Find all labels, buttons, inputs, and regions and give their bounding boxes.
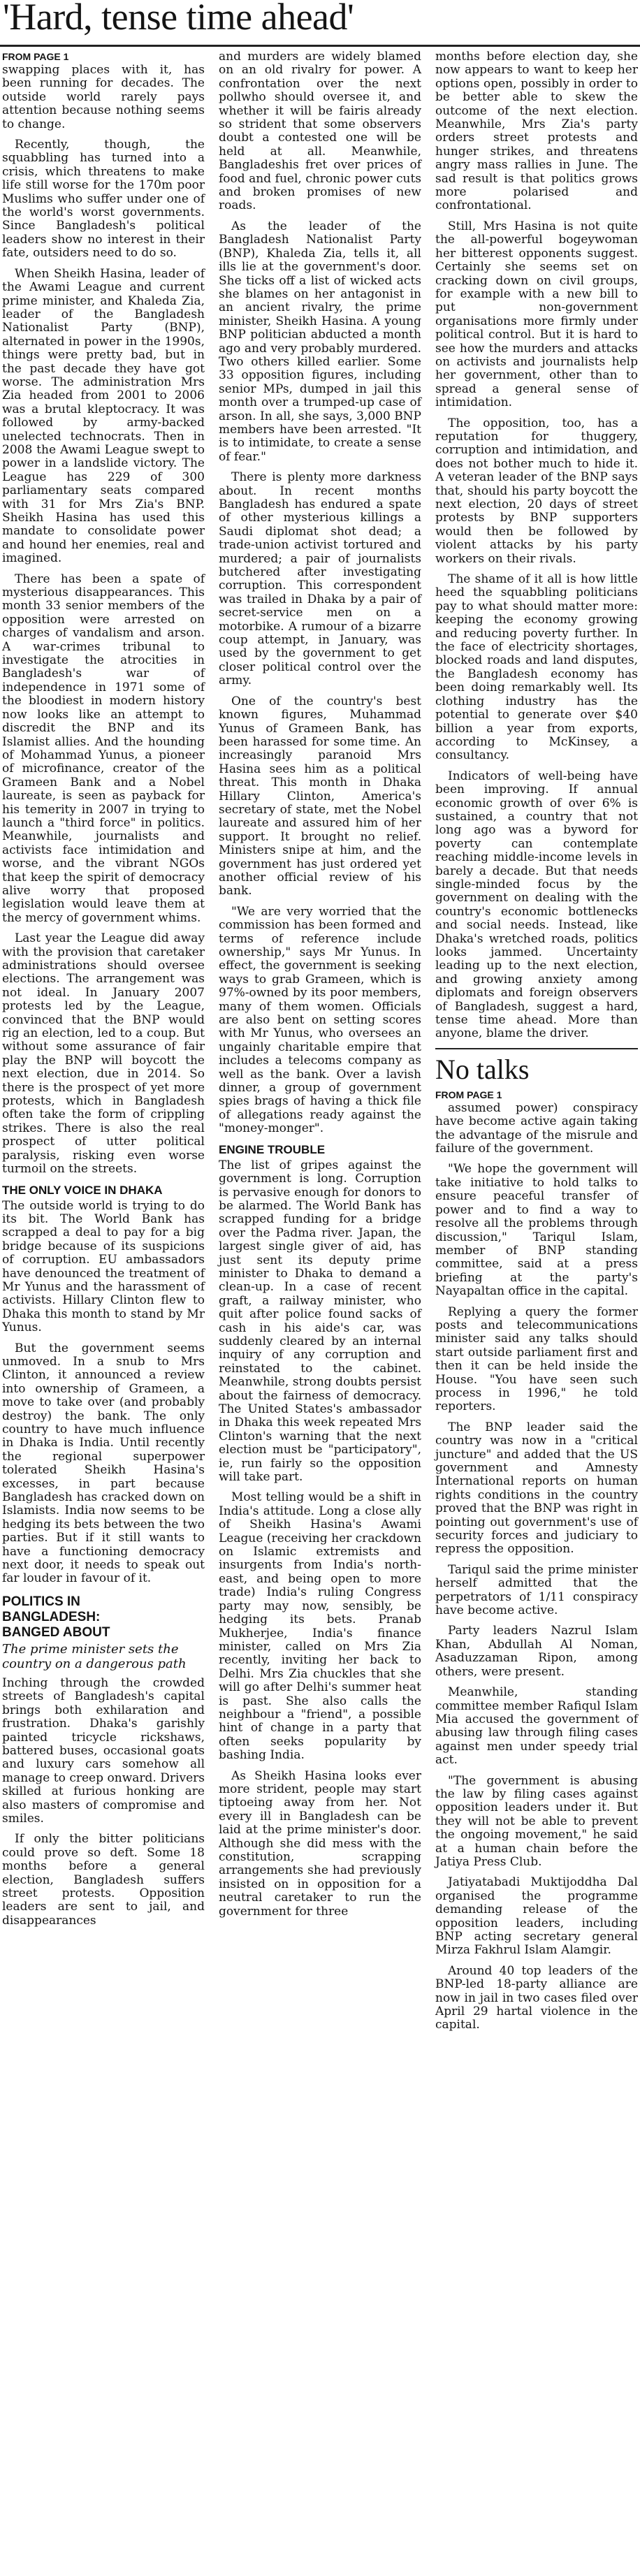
paragraph: There has been a spate of mysterious disappearances. This month 33 senior members of the opposition were arrested on charges of vandalism and arson. A war-crimes tribunal to investigate the atrocities in Bangladesh's war of independence in 1971 some of the bloodiest in modern history now looks like an attempt to discredit the BNP and its Islamist allies. And the hounding of Mohammad Yunus, a pioneer of microfinance, creator of the Grameen Bank and a Nobel laureate, is seen as payback for his temerity in 2007 in trying to launch a "third force" in politics. Meanwhile, journalists and activists face intimidation and worse, and the vibrant NGOs that keep the spirit of democracy alive worry that proposed legislation would leave them at the mercy of government whims. [2, 572, 205, 925]
paragraph: But the government seems unmoved. In a snub to Mrs Clinton, it announced a review into ownership of Grameen, a move to take over (and probably destroy) the bank. The only country to have much influence in Dhaka is India. Until recently the regional superpower tolerated Sheikh Hasina's excesses, in part because Bangladesh has cracked down on Islamists. India now seems to be hedging its bets between the two parties. But if it still wants to have a functioning democracy next door, it needs to speak out far louder in favour of it. [2, 1341, 205, 1586]
paragraph: The BNP leader said the country was now in a "critical juncture" and added that the US government and Amnesty International reports on human rights conditions in the country proved that the BNP was right in pointing out government's use of security forces and judiciary to repress the opposition. [435, 1420, 638, 1557]
paragraph: If only the bitter politicians could prove so deft. Some 18 months before a general election, Bangladesh suffers street protests. Opposition leaders are sent to jail, and disappearances [2, 1832, 205, 1928]
paragraph: Last year the League did away with the provision that caretaker administrations should oversee elections. The arrangement was not ideal. In January 2007 protests led by the League, convinced that the BNP would rig an election, led to a coup. But without some assurance of fair play the BNP will boycott the next election, due in 2014. So there is the prospect of yet more protests, which in Bangladesh often take the form of crippling strikes. There is also the real prospect of utter political paralysis, risking even worse turmoil on the streets. [2, 931, 205, 1177]
column-1 [2, 50, 205, 1935]
paragraph: and murders are widely blamed on an old rivalry for power. A confrontation over the next pollwho should oversee it, and whether it will be fairis already so strident that some observers doubt a contested one will be held at all. Meanwhile, Bangladeshis fret over prices of food and fuel, chronic power cuts and broken promises of new roads. [219, 50, 421, 213]
paragraph: Indicators of well-being have been improving. If annual economic growth of over 6% is sustained, a country that not long ago was a byword for poverty can contemplate reaching middle-income levels in barely a decade. But that needs single-minded focus by the government on dealing with the country's economic bottlenecks and social needs. Instead, like Dhaka's wretched roads, politics looks jammed. Uncertainty leading up to the next election, and growing anxiety among diplomats and foreign observers of Bangladesh, suggest a hard, tense time ahead. More than anyone, blame the driver. [435, 769, 638, 1041]
paragraph: assumed power) conspiracy have become active again taking the advantage of the misrule and failure of the government. [435, 1100, 638, 1156]
paragraph: Jatiyatabadi Muktijoddha Dal organised the programme demanding release of the opposition leaders, including BNP acting secretary general Mirza Fakhrul Islam Alamgir. [435, 1875, 638, 1958]
paragraph: Meanwhile, standing committee member Rafiqul Islam Mia accused the government of abusing law through filing cases against men under speedy trial act. [435, 1685, 638, 1768]
subhead-engine-trouble: ENGINE TROUBLE [219, 1142, 326, 1156]
paragraph: Still, Mrs Hasina is not quite the all-powerful bogeywoman her bitterest opponents suggest. Certainly she seems set on cracking down on civil groups, for example with a new bill to put non-government organisations more firmly under political control. But it is hard to see how the murders and attacks on activists and journalists help her government, other than to spread a general sense of intimidation. [435, 219, 638, 410]
paragraph: Party leaders Nazrul Islam Khan, Abdullah Al Noman, Asaduzzaman Ripon, among others, were present. [435, 1624, 638, 1679]
kicker-from-page-1: FROM PAGE 1 [435, 1089, 502, 1100]
politics-box-title-line: BANGLADESH: [2, 1609, 101, 1624]
paragraph: Recently, though, the squabbling has turned into a crisis, which threatens to make life still worse for the 170m poor Muslims who suffer under one of the world's worst governments. Since Bangladesh's political leaders show no interest in their fate, outsiders need to do so. [2, 138, 205, 261]
paragraph: "The government is abusing the law by filing cases against opposition leaders under it. But they will not be able to prevent the ongoing movement," he said at a human chain before the Jatiya Press Club. [435, 1773, 638, 1869]
paragraph: swapping places with it, has been running for decades. The outside world rarely pays attention because nothing seems to change. [2, 63, 205, 131]
politics-box-title [2, 1594, 205, 1640]
column-3 [435, 50, 638, 2039]
paragraph: Around 40 top leaders of the BNP-led 18-party alliance are now in jail in two cases filed over April 29 hartal violence in the capital. [435, 1963, 638, 2032]
no-talks-rule [435, 1048, 638, 1049]
paragraph: One of the country's best known figures, Muhammad Yunus of Grameen Bank, has been harassed for some time. An increasingly paranoid Mrs Hasina sees him as a political threat. This month in Dhaka Hillary Clinton, America's secretary of state, met the Nobel laureate and assured him of her support. It brought no relief. Ministers snipe at him, and the government has just ordered yet another official review of his bank. [219, 694, 421, 898]
paragraph: "We are very worried that the commission has been formed and terms of reference include ownership," says Mr Yunus. In effect, the government is seeking ways to grab Grameen, which is 97%-owned by its poor members, many of them women. Officials are also bent on setting scores with Mr Yunus, who oversees an ungainly charitable empire that includes a telecoms company as well as the bank. Over a lavish dinner, a group of government spies brags of having a thick file of allegations ready against the "money-monger". [219, 904, 421, 1136]
paragraph: months before election day, she now appears to want to keep her options open, possibly in order to be better able to skew the outcome of the next election. Meanwhile, Mrs Zia's party orders street protests and hunger strikes, and threatens angry mass rallies in June. The sad result is that politics grows more polarised and confrontational. [435, 50, 638, 213]
paragraph: The opposition, too, has a reputation for thuggery, corruption and intimidation, and does not bother much to hide it. A veteran leader of the BNP says that, should his party boycott the next election, 20 days of street protests by BNP supporters would then be followed by violent attacks by his party workers on their rivals. [435, 416, 638, 566]
paragraph: Inching through the crowded streets of Bangladesh's capital brings both exhilaration and frustration. Dhaka's garishly painted tricycle rickshaws, battered buses, occasional goats and luxury cars somehow all manage to creep onward. Drivers skilled at furious honking are also masters of compromise and smiles. [2, 1675, 205, 1826]
paragraph: The outside world is trying to do its bit. The World Bank has scrapped a deal to pay for a big bridge because of its suspicions of corruption. EU ambassadors have denounced the treatment of Mr Yunus and the harassment of activists. Hillary Clinton flew to Dhaka this month to stand by Mr Yunus. [2, 1198, 205, 1335]
paragraph: Most telling would be a shift in India's attitude. Long a close ally of Sheikh Hasina's Awami League (receiving her crackdown on Islamic extremists and insurgents from India's north-east, and being open to more trade) India's ruling Congress party may now, sensibly, be hedging its bets. Pranab Mukherjee, India's finance minister, called on Mrs Zia recently, inviting her back to Delhi. Mrs Zia chuckles that she will go after Delhi's summer heat is past. She also calls the neighbour a "friend", a possible hint of change in a party that often seeks popularity by bashing India. [219, 1490, 421, 1763]
paragraph: There is plenty more darkness about. In recent months Bangladesh has endured a spate of other mysterious killings a Saudi diplomat shot dead; a trade-union activist tortured and murdered; a pair of journalists butchered after investigating corruption. This correspondent was trailed in Dhaka by a pair of secret-service men on a motorbike. A rumour of a bizarre coup attempt, in January, was used by the government to get closer political control over the army. [219, 470, 421, 688]
paragraph: The list of gripes against the government is long. Corruption is pervasive enough for donors to be alarmed. The World Bank has scrapped funding for a bridge over the Padma river. Japan, the largest single giver of aid, has just sent its deputy prime minister to Dhaka to demand a clean-up. In a case of recent graft, a railway minister, who quit after police found sacks of cash in his aide's car, was suddenly cleared by an internal inquiry of any corruption and reinstated to the cabinet. Meanwhile, strong doubts persist about the fairness of democracy. The United States's ambassador in Dhaka this week repeated Mrs Clinton's warning that the next election must be "participatory", ie, run fairly so the opposition will take part. [219, 1158, 421, 1485]
paragraph: As Sheikh Hasina looks ever more strident, people may start tiptoeing away from her. Not every ill in Bangladesh can be laid at the prime minister's door. Although she did mess with the constitution, scrapping arrangements she had previously insisted on in opposition for a neutral caretaker to run the government for three [219, 1768, 421, 1919]
paragraph: Replying a query the former posts and telecommunications minister said any talks should start outside parliament first and then it can be held inside the House. "You have seen such process in 1996," he told reporters. [435, 1304, 638, 1414]
paragraph: Tariqul said the prime minister herself admitted that the perpetrators of 1/11 conspiracy have become active. [435, 1562, 638, 1618]
subhead-only-voice: THE ONLY VOICE IN DHAKA [2, 1183, 163, 1197]
paragraph: "We hope the government will take initiative to hold talks to ensure peaceful transfer of power and to find a way to resolve all the problems through discussion," Tariqul Islam, member of BNP standing committee, said at a press briefing at the party's Nayapaltan office in the capital. [435, 1162, 638, 1299]
paragraph: When Sheikh Hasina, leader of the Awami League and current prime minister, and Khaleda Zia, leader of the Bangladesh Nationalist Party (BNP), alternated in power in the 1990s, things were pretty bad, but in the past decade they have got worse. The administration Mrs Zia headed from 2001 to 2006 was a brutal kleptocracy. It was followed by army-backed unelected technocrats. Then in 2008 the Awami League swept to power in a landslide victory. The League has 229 of 300 parliamentary seats compared with 31 for Mrs Zia's BNP. Sheikh Hasina has used this mandate to consolidate power and hound her enemies, real and imagined. [2, 266, 205, 566]
column-2 [219, 50, 421, 1926]
politics-box-title-line: BANGED ABOUT [2, 1624, 110, 1640]
paragraph: As the leader of the Bangladesh Nationalist Party (BNP), Khaleda Zia, tells it, all ills lie at the government's door. She ticks off a list of wicked acts she blames on her antagonist in an ancient rivalry, the prime minister, Sheikh Hasina. A young BNP politician abducted a month ago and very probably murdered. Two others killed earlier. Some 33 opposition figures, including senior MPs, dumped in jail this month over a trumped-up case of arson. In all, she says, 3,000 BNP members have been arrested. "It is to intimidate, to create a sense of fear." [219, 219, 421, 464]
paragraph: The shame of it all is how little heed the squabbling politicians pay to what should matter more: keeping the economy growing and reducing poverty further. In the face of electricity shortages, blocked roads and land disputes, the Bangladesh economy has been doing remarkably well. Its clothing industry has the potential to generate over $40 billion a year from exports, according to McKinsey, a consultancy. [435, 572, 638, 763]
politics-box-deck: The prime minister sets the country on a dangerous path [2, 1641, 187, 1671]
politics-box-title-line: POLITICS IN [2, 1594, 80, 1609]
headline-rule [0, 45, 640, 47]
headline: 'Hard, tense time ahead' [3, 0, 354, 38]
kicker-from-page-1: FROM PAGE 1 [2, 51, 69, 62]
no-talks-headline: No talks [435, 1053, 530, 1085]
